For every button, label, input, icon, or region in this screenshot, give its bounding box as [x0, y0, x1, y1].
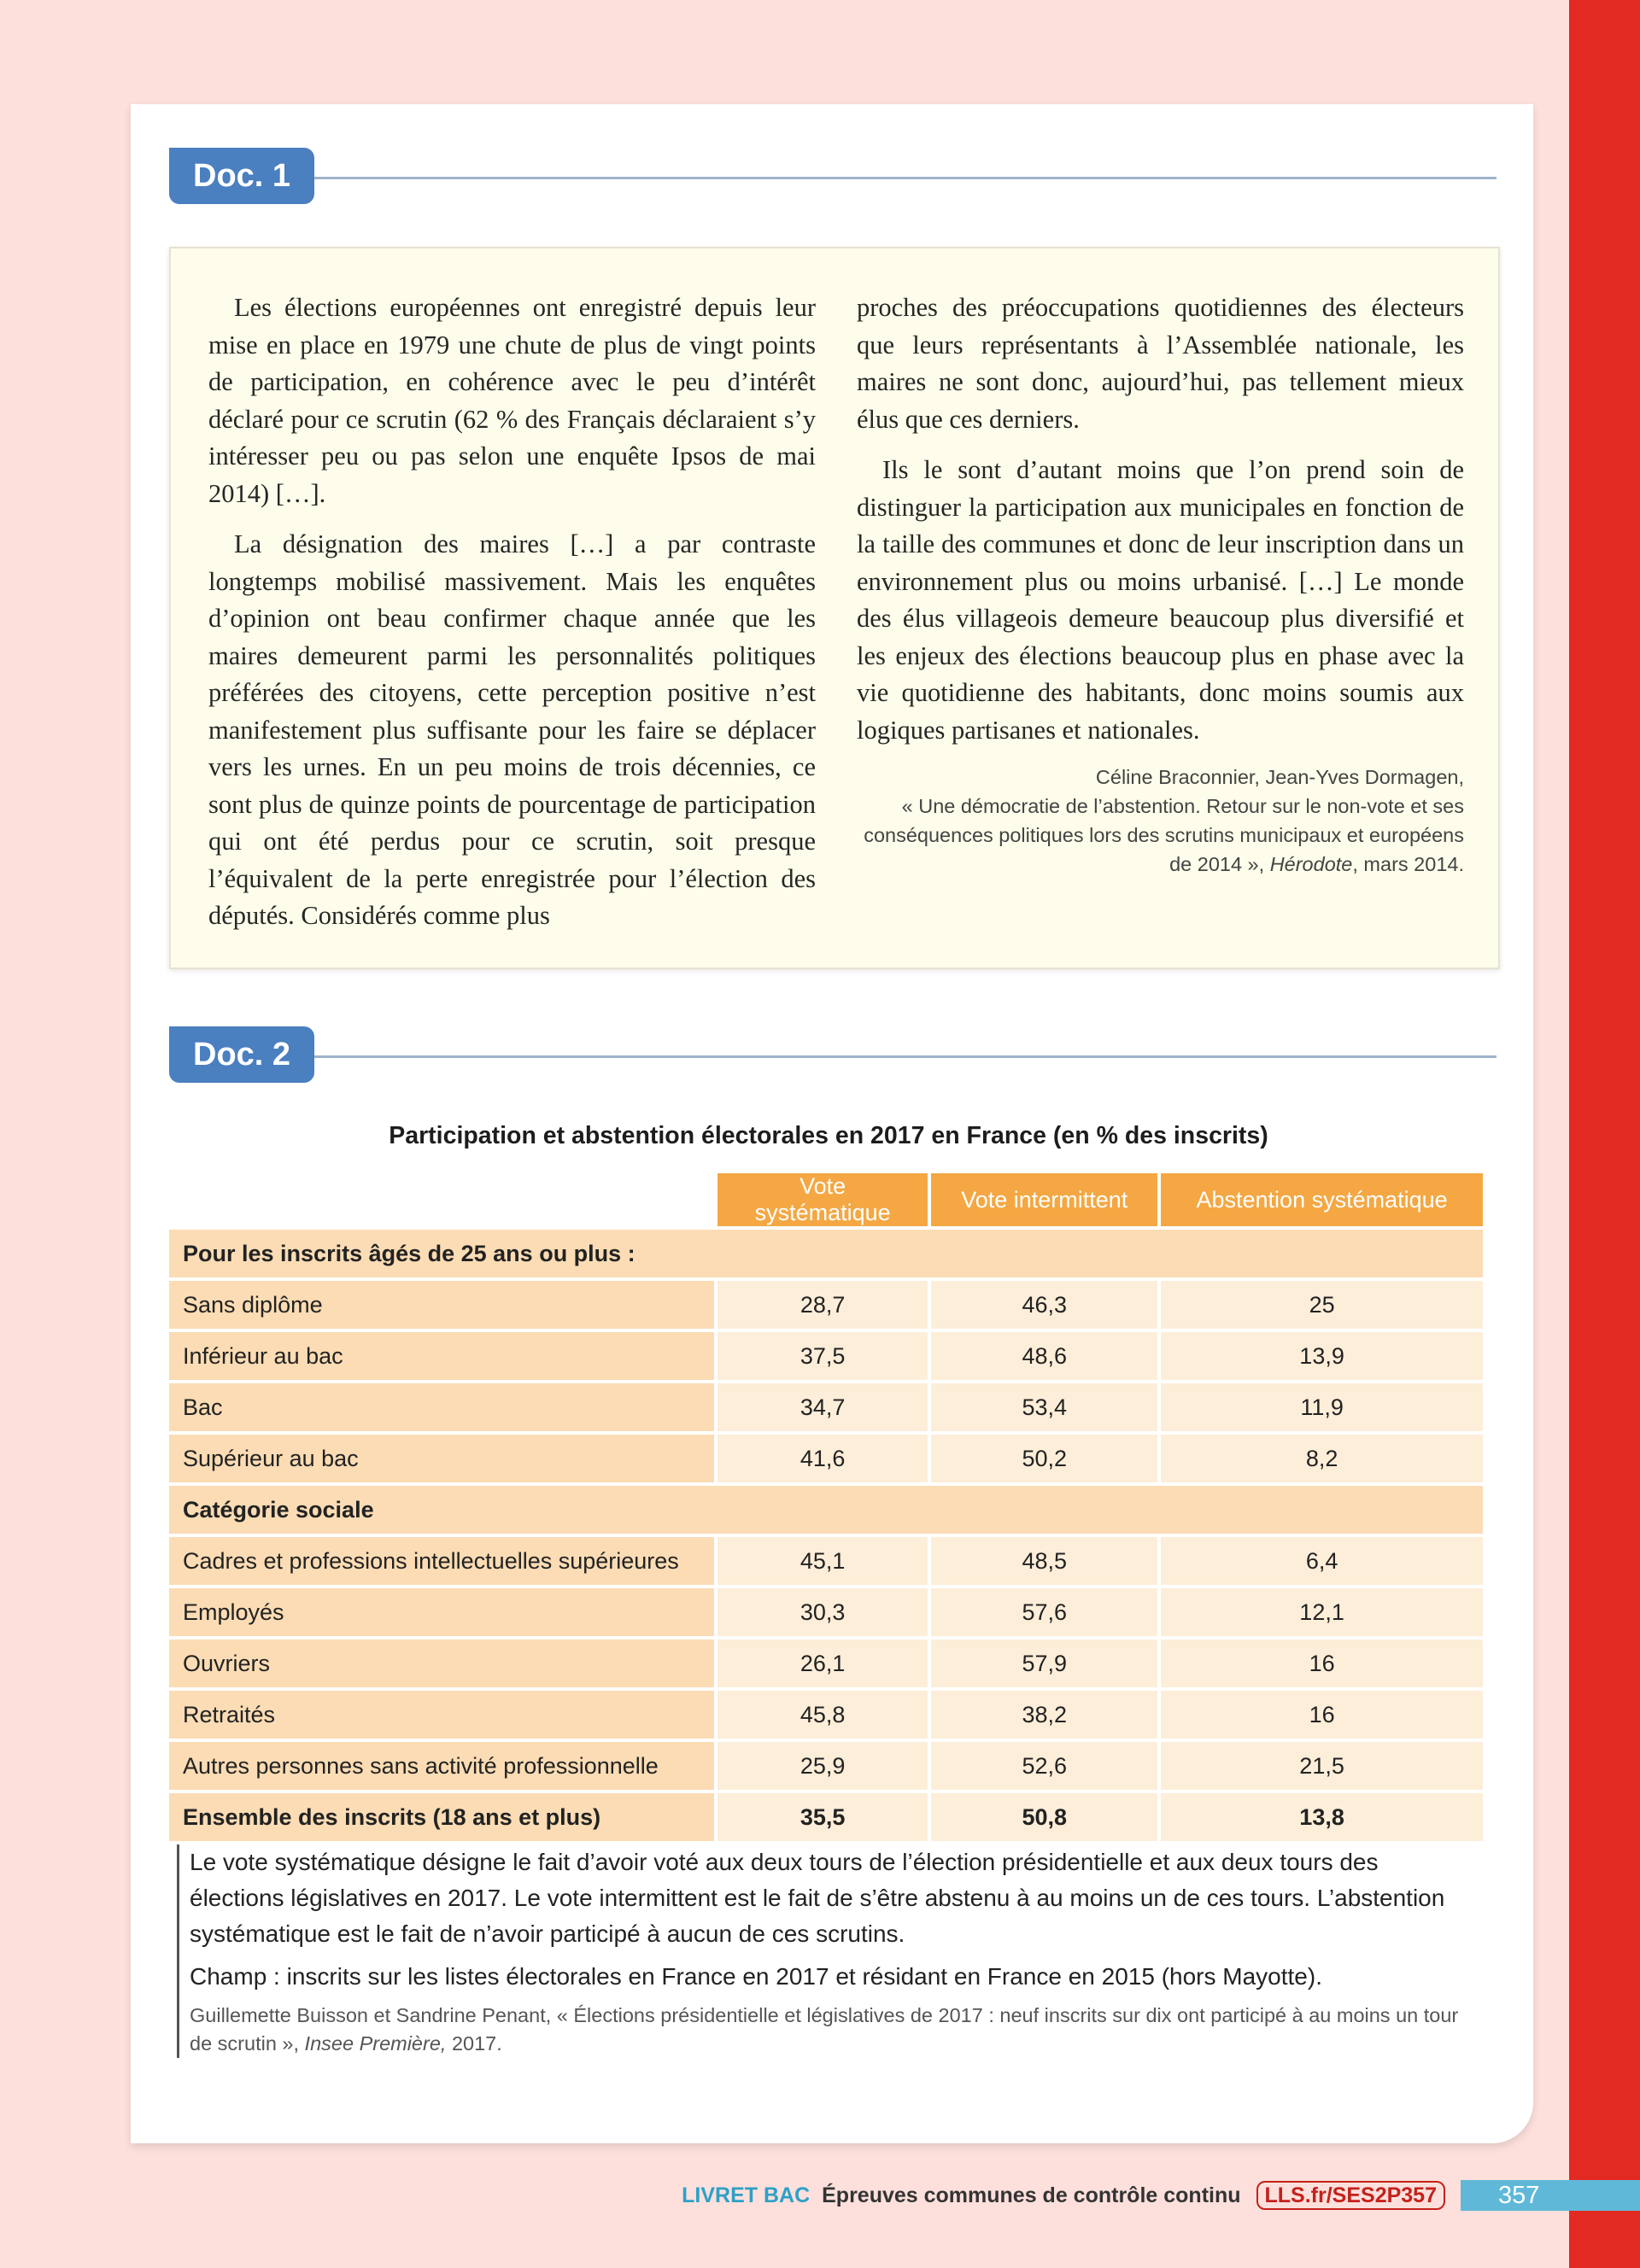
table-header-row: [169, 1173, 1483, 1226]
cell: 12,1: [1161, 1588, 1483, 1636]
cell: 46,3: [931, 1281, 1157, 1329]
table-row: [169, 1537, 1483, 1585]
cell: 16: [1161, 1640, 1483, 1687]
source-title: « Une démocratie de l’abstention. Retour sur le non-vote et ses conséquences politiques lors des scrutins municipaux et européens de 2014 »,: [864, 795, 1464, 875]
table-row: [169, 1383, 1483, 1431]
doc1-rule: [297, 177, 1496, 179]
row-label: Ouvriers: [169, 1640, 714, 1687]
cell: 41,6: [718, 1435, 928, 1482]
cell: 45,8: [718, 1691, 928, 1739]
section-categorie: Catégorie sociale: [169, 1486, 1483, 1534]
header-vote-systematique: Vote systématique: [718, 1173, 928, 1226]
table-row: [169, 1281, 1483, 1329]
cell: 48,6: [931, 1332, 1157, 1380]
page-number: 357: [1461, 2180, 1640, 2211]
doc1-paragraph: La désignation des maires […] a par contraste longtemps mobilisé massivement. Mais les enquêtes d’opinion ont beau confirmer chaque année que les maires demeurent parmi les personnalités politiques préférées des citoyens, cette perception positive n’est manifestement plus suffisante pour les faire se déplacer vers les urnes. En un peu moins de trois décennies, ce sont plus de quinze points de pourcentage de participation qui ont été perdus pour ce scrutin, soit presque l’équivalent de la perte enregistrée pour l’élection des députés. Considérés comme plus: [208, 529, 816, 930]
footer-brand: LIVRET BAC: [682, 2183, 811, 2207]
source-authors: Céline Braconnier, Jean-Yves Dormagen,: [1095, 766, 1464, 788]
participation-table: [166, 1170, 1486, 1844]
table-row: [169, 1742, 1483, 1790]
cell: 57,6: [931, 1588, 1157, 1636]
cell: 30,3: [718, 1588, 928, 1636]
source-journal: Hérodote: [1269, 853, 1353, 875]
row-label: Retraités: [169, 1691, 714, 1739]
table-title: Participation et abstention électorales en 2017 en France (en % des inscrits): [389, 1122, 1268, 1149]
cell: 34,7: [718, 1383, 928, 1431]
table-row: [169, 1435, 1483, 1482]
doc1-textbox: [169, 247, 1500, 969]
cell: 6,4: [1161, 1537, 1483, 1585]
cell: 50,8: [931, 1793, 1157, 1841]
cell: 38,2: [931, 1691, 1157, 1739]
cell: 37,5: [718, 1332, 928, 1380]
cell: 35,5: [718, 1793, 928, 1841]
cell: 48,5: [931, 1537, 1157, 1585]
table-row: [169, 1691, 1483, 1739]
definition-note: Le vote systématique désigne le fait d’avoir voté aux deux tours de l’élection présidentielle et aux deux tours des élections législatives en 2017. Le vote intermittent est le fait de s’être abstenu à au moins un de ces tours. L’abstention systématique est le fait de n’avoir participé à aucun de ces scrutins.: [190, 1849, 1445, 1947]
header-vote-intermittent: Vote intermittent: [931, 1173, 1157, 1226]
cite-year: 2017.: [446, 2032, 502, 2055]
page-edge-band: [1569, 0, 1640, 2268]
source-date: , mars 2014.: [1352, 853, 1464, 875]
cell: 45,1: [718, 1537, 928, 1585]
cell: 13,9: [1161, 1332, 1483, 1380]
cell: 50,2: [931, 1435, 1157, 1482]
doc2-header: [169, 1026, 1496, 1086]
header-abstention-systematique: Abstention systématique: [1161, 1173, 1483, 1226]
footer-link[interactable]: LLS.fr/SES2P357: [1256, 2181, 1445, 2210]
table-section-row: [169, 1230, 1483, 1277]
cite-journal: Insee Première,: [304, 2032, 447, 2055]
doc1-column-right: [857, 289, 1464, 879]
cell: 52,6: [931, 1742, 1157, 1790]
cell: 25,9: [718, 1742, 928, 1790]
doc1-column-left: [208, 289, 816, 949]
doc1-source: [857, 763, 1464, 879]
table-row: [169, 1588, 1483, 1636]
row-label: Supérieur au bac: [169, 1435, 714, 1482]
row-label: Autres personnes sans activité professionnelle: [169, 1742, 714, 1790]
cell: 53,4: [931, 1383, 1157, 1431]
cell: 13,8: [1161, 1793, 1483, 1841]
doc2-label: Doc. 2: [169, 1026, 314, 1083]
doc1-paragraph: proches des préoccupations quotidiennes des électeurs que leurs représentants à l’Assemblée nationale, les maires ne sont donc, aujourd’hui, pas tellement mieux élus que ces derniers.: [857, 293, 1464, 434]
champ-note: Champ : inscrits sur les listes électorales en France en 2017 et résidant en France en 2015 (hors Mayotte).: [190, 1963, 1322, 1990]
cell: 26,1: [718, 1640, 928, 1687]
doc1-header: [169, 148, 1496, 208]
cell: 28,7: [718, 1281, 928, 1329]
table-total-row: [169, 1793, 1483, 1841]
page-footer: [682, 2180, 1640, 2211]
row-label: Cadres et professions intellectuelles supérieures: [169, 1537, 714, 1585]
doc1-paragraph: Les élections européennes ont enregistré depuis leur mise en place en 1979 une chute de plus de vingt points de participation, en cohérence avec le peu d’intérêt déclaré pour ce scrutin (62 % des Français déclaraient s’y intéresser peu ou pas selon une enquête Ipsos de mai 2014) […].: [208, 293, 816, 508]
cell: 8,2: [1161, 1435, 1483, 1482]
table-section-row: [169, 1486, 1483, 1534]
cite-main: Guillemette Buisson et Sandrine Penant, « Élections présidentielle et législatives de 2017 : neuf inscrits sur dix ont participé à au moins un tour de scrutin »,: [190, 2004, 1459, 2055]
cell: 16: [1161, 1691, 1483, 1739]
row-label: Sans diplôme: [169, 1281, 714, 1329]
doc1-paragraph: Ils le sont d’autant moins que l’on prend soin de distinguer la participation aux municipales en fonction de la taille des communes et donc de leur inscription dans un environnement plus ou moins urbanisé. […] Le monde des élus villageois demeure beaucoup plus diversifié et les enjeux des élections beaucoup plus en phase avec la vie quotidienne des habitants, donc moins soumis aux logiques partisanes et nationales.: [857, 455, 1464, 745]
cell: 57,9: [931, 1640, 1157, 1687]
row-label: Bac: [169, 1383, 714, 1431]
row-label: Inférieur au bac: [169, 1332, 714, 1380]
table-notes: [177, 1844, 1471, 2058]
cell: 25: [1161, 1281, 1483, 1329]
table-corner: [169, 1173, 714, 1226]
cell: 11,9: [1161, 1383, 1483, 1431]
cell: 21,5: [1161, 1742, 1483, 1790]
row-label: Ensemble des inscrits (18 ans et plus): [169, 1793, 714, 1841]
table-row: [169, 1640, 1483, 1687]
section-age: Pour les inscrits âgés de 25 ans ou plus :: [169, 1230, 1483, 1277]
doc2-rule: [297, 1055, 1496, 1058]
table-row: [169, 1332, 1483, 1380]
table-source: [190, 2002, 1471, 2058]
doc1-label: Doc. 1: [169, 148, 314, 204]
footer-title: Épreuves communes de contrôle continu: [822, 2183, 1241, 2207]
row-label: Employés: [169, 1588, 714, 1636]
